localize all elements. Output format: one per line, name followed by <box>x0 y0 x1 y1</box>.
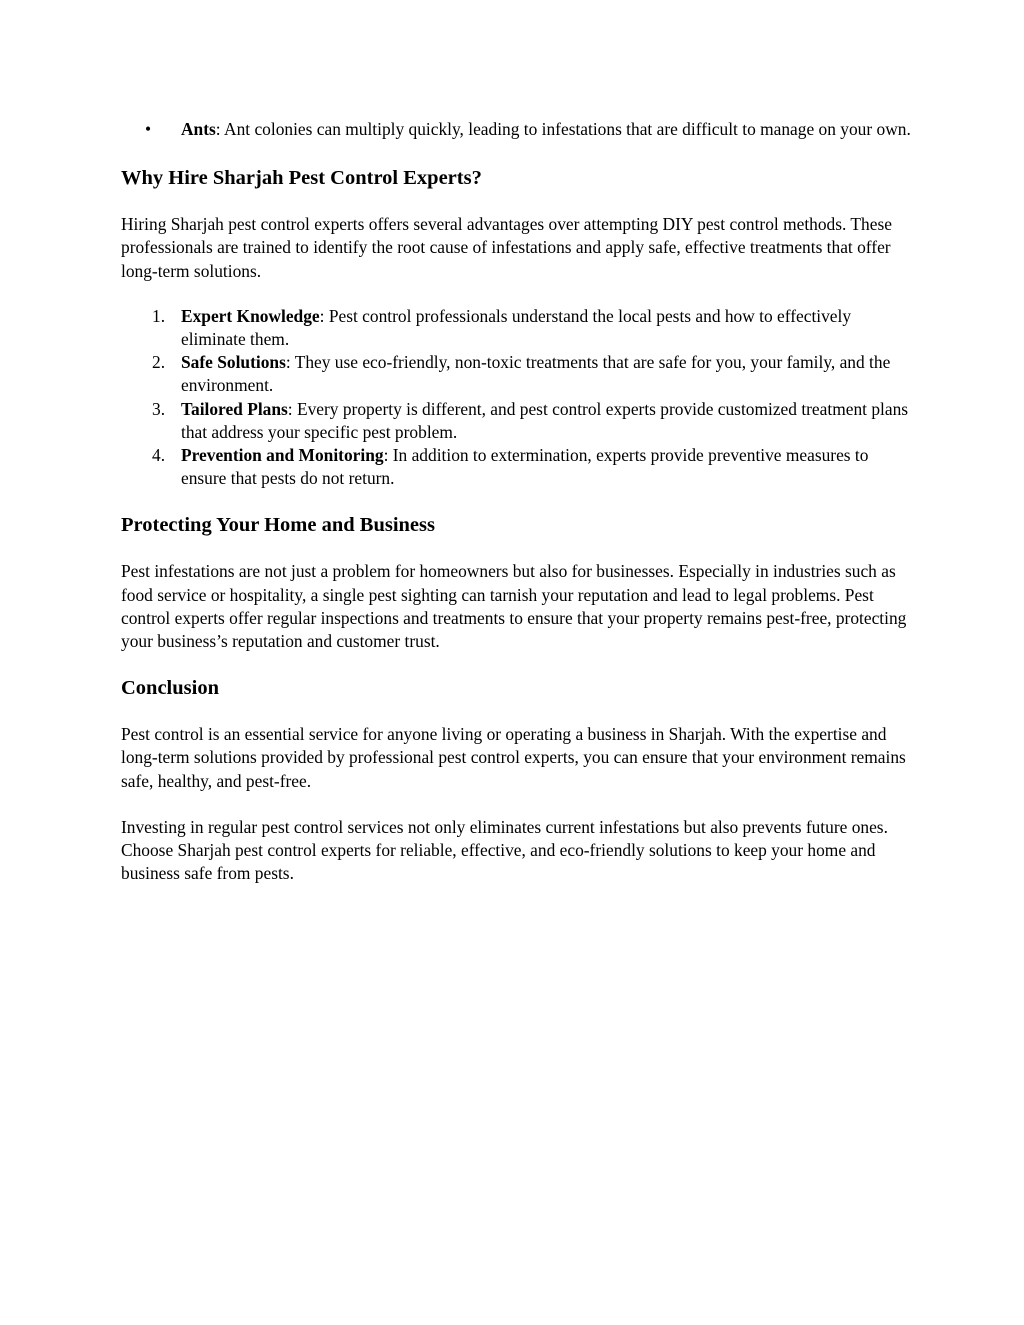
section-heading-conclusion: Conclusion <box>121 677 219 700</box>
list-item-term: Expert Knowledge <box>181 305 320 326</box>
paragraph-conclusion-2: Investing in regular pest control services not only eliminates current infestations but also prevents future ones. Choose Sharjah pest control experts for reliable, effective, and eco-friendly solutions to keep your home and business safe from pests. <box>121 816 888 884</box>
list-number: 2. <box>152 352 166 373</box>
list-number: 4. <box>152 445 166 466</box>
bullet-term: Ants <box>181 119 216 139</box>
bullet-list <box>121 118 911 141</box>
bullet-icon: • <box>145 119 152 139</box>
list-item-text: : They use eco-friendly, non-toxic treatments that are safe for you, your family, and the environment. <box>181 352 891 396</box>
list-item <box>121 305 911 351</box>
list-item <box>121 118 911 141</box>
list-number: 3. <box>152 398 166 419</box>
bullet-text: : Ant colonies can multiply quickly, leading to infestations that are difficult to manage on your own. <box>215 119 911 139</box>
paragraph-conclusion-1: Pest control is an essential service for anyone living or operating a business in Sharjah. With the expertise and long-term solutions provided by professional pest control experts, you can ensure that your environment remains safe, healthy, and pest-free. <box>121 724 906 791</box>
list-item <box>121 444 911 490</box>
list-item-term: Safe Solutions <box>181 352 286 373</box>
list-item-text: : Pest control professionals understand the local pests and how to effectively eliminate them. <box>181 305 852 350</box>
list-item <box>121 398 911 444</box>
numbered-list-advantages <box>121 305 911 491</box>
list-item-term: Prevention and Monitoring <box>181 445 384 466</box>
document-page <box>121 118 911 885</box>
list-item-term: Tailored Plans <box>181 398 288 419</box>
list-number: 1. <box>152 305 166 326</box>
section-heading-why-hire: Why Hire Sharjah Pest Control Experts? <box>121 167 482 190</box>
section-heading-protecting: Protecting Your Home and Business <box>121 514 435 537</box>
list-item <box>121 351 911 397</box>
list-item-text: : In addition to extermination, experts provide preventive measures to ensure that pests do not return. <box>181 445 869 489</box>
list-item-text: : Every property is different, and pest control experts provide customized treatment plans that address your specific pest problem. <box>181 398 909 442</box>
paragraph-protecting: Pest infestations are not just a problem for homeowners but also for businesses. Especially in industries such as food service or hospitality, a single pest sighting can tarnish your reputation and lead to legal problems. Pest control experts offer regular inspections and treatments to ensure that your property remains pest-free, protecting your business’s reputation and customer trust. <box>121 561 907 652</box>
paragraph-hiring: Hiring Sharjah pest control experts offers several advantages over attempting DIY pest control methods. These professionals are trained to identify the root cause of infestations and apply safe, effective treatments that offer long-term solutions. <box>121 214 892 281</box>
